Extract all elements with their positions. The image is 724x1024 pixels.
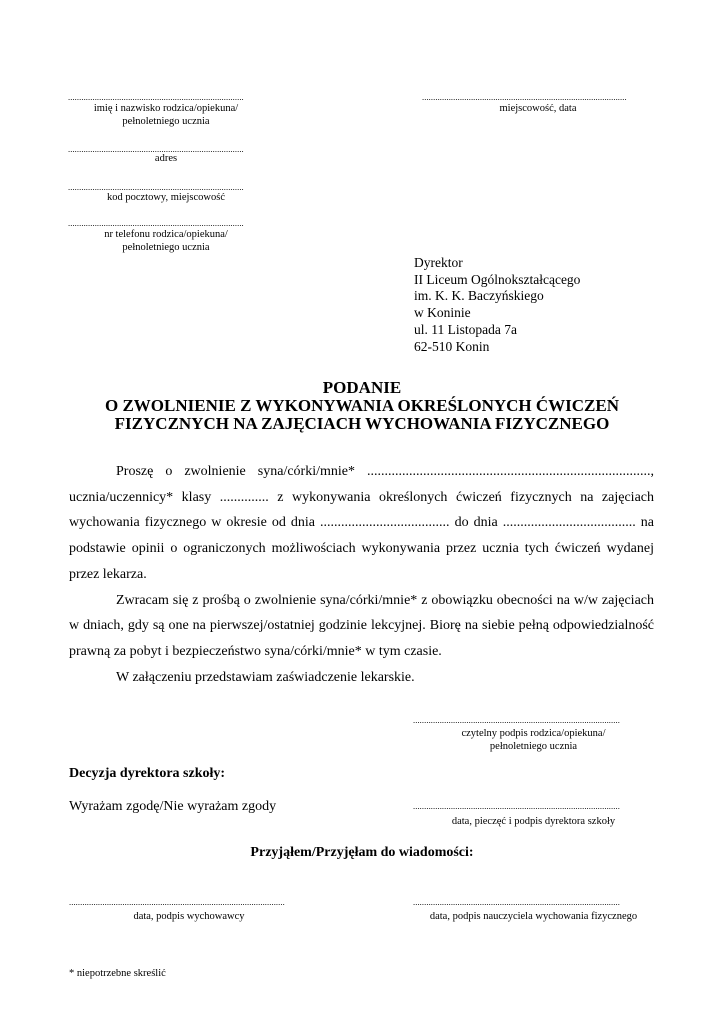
director-signature-label: data, pieczęć i podpis dyrektora szkoły <box>451 816 616 827</box>
place-date-dots: ............................................................................................ <box>422 93 627 102</box>
pe-teacher-signature-dots: ............................................................................................. <box>413 898 620 907</box>
recipient-line: w Koninie <box>414 305 471 321</box>
phone-label <box>68 228 264 254</box>
decision-heading: Decyzja dyrektora szkoły: <box>69 766 226 781</box>
paragraph-attendance: Zwracam się z prośbą o zwolnienie syna/córki/mnie* z obowiązku obecności na w/w zajęciach w dniach, gdy są one na pierwszej/ostatniej godzinie lekcyjnej. Biorę na siebie pełną odpowiedzialność prawną za pobyt i bezpieczeństwo syna/córki/mnie* w tym czasie. <box>69 592 654 659</box>
postal-dots: ............................................................................... <box>68 183 244 192</box>
recipient-line: ul. 11 Listopada 7a <box>414 321 517 337</box>
address-label: adres <box>154 153 178 164</box>
title-line3: FIZYCZNYCH NA ZAJĘCIACH WYCHOWANIA FIZYCZNEGO <box>114 414 610 433</box>
recipient-line: 62-510 Konin <box>414 338 490 354</box>
phone-label-line1: nr telefonu rodzica/opiekuna/ <box>104 229 228 240</box>
title-line2: O ZWOLNIENIE Z WYKONYWANIA OKREŚLONYCH ĆWICZEŃ <box>104 396 620 415</box>
request-body <box>69 459 654 690</box>
phone-label-line2: pełnoletniego ucznia <box>122 242 210 253</box>
recipient-line: II Liceum Ogólnokształcącego <box>414 271 581 287</box>
pe-teacher-signature-label: data, podpis nauczyciela wychowania fizycznego <box>429 911 638 922</box>
phone-dots: ............................................................................... <box>68 219 244 228</box>
name-dots: ............................................................................... <box>68 93 244 102</box>
name-label <box>68 102 264 128</box>
name-label-line2: pełnoletniego ucznia <box>122 116 210 127</box>
address-dots: ............................................................................... <box>68 145 244 154</box>
place-date-label: miejscowość, data <box>499 103 577 114</box>
parent-signature-label <box>413 727 654 753</box>
recipient-line: im. K. K. Baczyńskiego <box>414 288 544 304</box>
footnote: * niepotrzebne skreślić <box>69 968 166 979</box>
postal-label: kod pocztowy, miejscowość <box>106 192 225 203</box>
title-line1: PODANIE <box>322 378 402 397</box>
recipient-line: Dyrektor <box>414 255 463 270</box>
director-signature-dots: ............................................................................................. <box>413 802 620 811</box>
document-title <box>60 379 664 433</box>
acknowledgement-heading: Przyjąłem/Przyjęłam do wiadomości: <box>250 845 474 860</box>
teacher-signature-label: data, podpis wychowawcy <box>133 911 245 922</box>
recipient-address <box>414 255 664 355</box>
paragraph-attachment: W załączeniu przedstawiam zaświadczenie lekarskie. <box>116 669 415 685</box>
paragraph-request: Proszę o zwolnienie syna/córki/mnie* ................................................................................., ucznia/uczennicy* klasy .............. z wykonywania określonych ćwiczeń fizycznych na zajęciach wychowania fizycznego w okresie od dnia ..................................... do dnia ...................................... na podstawie opinii o ograniczonych możliwościach wykonywania przez ucznia tych ćwiczeń wydanej przez lekarza. <box>69 464 654 582</box>
parent-signature-dots: ............................................................................................. <box>413 716 620 725</box>
decision-text: Wyrażam zgodę/Nie wyrażam zgody <box>69 799 277 814</box>
parent-signature-label-line2: pełnoletniego ucznia <box>489 741 578 752</box>
parent-signature-label-line1: czytelny podpis rodzica/opiekuna/ <box>461 728 606 739</box>
teacher-signature-dots: ................................................................................................. <box>69 898 285 907</box>
name-label-line1: imię i nazwisko rodzica/opiekuna/ <box>93 103 239 114</box>
